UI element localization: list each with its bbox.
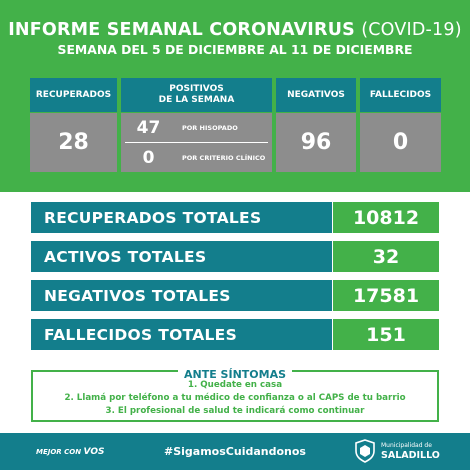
positivos-week-box — [121, 113, 272, 172]
total-value: 10812 — [333, 202, 439, 233]
ante-sintomas-title: ANTE SÍNTOMAS — [178, 368, 292, 381]
total-label: NEGATIVOS TOTALES — [31, 280, 332, 311]
total-label: RECUPERADOS TOTALES — [31, 202, 332, 233]
clinico-label: POR CRITERIO CLÍNICO — [182, 153, 266, 162]
total-row-negativos — [31, 280, 439, 311]
report-week: SEMANA DEL 5 DE DICIEMBRE AL 11 DE DICIEMBRE — [57, 42, 413, 57]
slogan-vos: VOS — [83, 447, 105, 457]
report-title — [0, 20, 470, 40]
total-label: FALLECIDOS TOTALES — [31, 319, 332, 350]
recuperados-header: RECUPERADOS — [30, 78, 117, 112]
instruction-line: 2. Llamá por teléfono a tu médico de confianza o al CAPS de tu barrio — [64, 393, 406, 403]
saladillo-shield-icon — [354, 439, 376, 463]
fallecidos-header: FALLECIDOS — [360, 78, 441, 112]
ante-sintomas-box — [31, 370, 439, 422]
footer — [0, 433, 470, 470]
fallecidos-week-box — [360, 113, 441, 172]
slogan-text: MEJOR CON — [36, 448, 82, 456]
recuperados-week-box — [30, 113, 117, 172]
title-paren: (COVID-19) — [361, 20, 462, 40]
total-value: 32 — [333, 241, 439, 272]
positivos-header-line2: DE LA SEMANA — [158, 95, 235, 105]
negativos-week-box — [276, 113, 356, 172]
total-value: 17581 — [333, 280, 439, 311]
municipality-text — [381, 441, 440, 461]
municipality-logo — [354, 439, 440, 463]
negativos-header: NEGATIVOS — [276, 78, 356, 112]
instruction-line: 1. Quedate en casa — [187, 380, 283, 390]
hashtag: #SigamosCuidandonos — [164, 445, 306, 458]
positivos-header-line1: POSITIVOS — [169, 84, 224, 94]
clinico-row — [121, 143, 272, 172]
total-row-fallecidos — [31, 319, 439, 350]
fallecidos-week-value: 0 — [392, 130, 409, 155]
hisopado-row — [121, 113, 272, 142]
total-label: ACTIVOS TOTALES — [31, 241, 332, 272]
positivos-header — [121, 78, 272, 112]
clinico-value: 0 — [142, 147, 155, 168]
total-row-recuperados — [31, 202, 439, 233]
instruction-line: 3. El profesional de salud te indicará como continuar — [105, 406, 365, 416]
hisopado-label: POR HISOPADO — [182, 123, 238, 132]
hisopado-value: 47 — [136, 117, 161, 138]
municipality-small: Municipalidad de — [381, 442, 432, 449]
recuperados-week-value: 28 — [58, 130, 89, 155]
municipality-name: SALADILLO — [381, 450, 440, 461]
title-main: INFORME SEMANAL CORONAVIRUS — [8, 20, 355, 40]
total-value: 151 — [333, 319, 439, 350]
negativos-week-value: 96 — [300, 130, 332, 155]
weekly-report-panel — [0, 0, 470, 192]
total-row-activos — [31, 241, 439, 272]
